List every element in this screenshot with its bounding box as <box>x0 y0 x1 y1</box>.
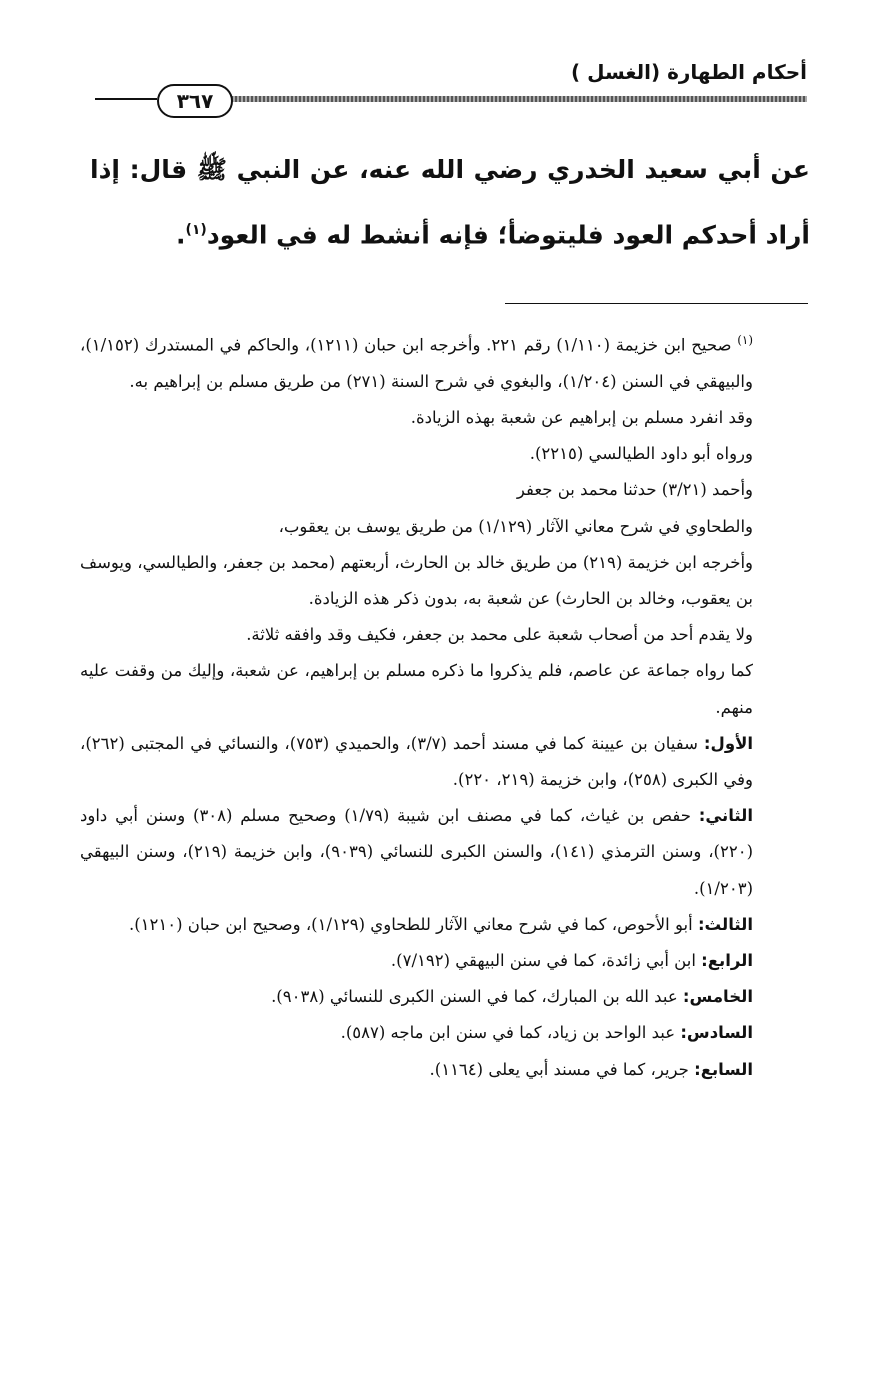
list-item-lead: السابع: <box>694 1059 753 1079</box>
hadith-text <box>90 140 810 265</box>
list-item-text: جرير، كما في مسند أبي يعلى (١١٦٤). <box>429 1059 695 1079</box>
list-item-text: حفص بن غياث، كما في مصنف ابن شيبة (١/٧٩) وصحيح مسلم (٣٠٨) وسنن أبي داود (٢٢٠)، وسنن الترمذي (١٤١)، والسنن الكبرى للنسائي (٩٠٣٩)، وابن خزيمة (٢١٩)، وسنن البيهقي (١/٢٠٣). <box>80 806 753 898</box>
footnotes <box>80 322 808 1088</box>
page-number: ٣٦٧ <box>157 84 233 118</box>
header-rule-left <box>95 98 157 100</box>
hadith-end-punct: . <box>175 220 186 250</box>
footnote-marker: (١) <box>737 333 754 347</box>
footnote-paragraph: كما رواه جماعة عن عاصم، فلم يذكروا ما ذكره مسلم بن إبراهيم، عن شعبة، وإليك من وقفت عليه منهم. <box>80 661 753 717</box>
header-rule-band <box>231 96 807 102</box>
footnote-reference: (١) <box>185 222 207 238</box>
running-title: أحكام الطهارة (الغسل ) <box>571 60 807 84</box>
footnote-paragraph: وأخرجه ابن خزيمة (٢١٩) من طريق خالد بن الحارث، أربعتهم (محمد بن جعفر، والطيالسي، ويوسف بن يعقوب، وخالد بن الحارث) عن شعبة به، بدون ذكر هذه الزيادة. <box>80 552 754 608</box>
footnote-paragraph: ولا يقدم أحد من أصحاب شعبة على محمد بن جعفر، فكيف وقد وافقه ثلاثة. <box>246 625 753 645</box>
list-item-lead: السادس: <box>680 1023 753 1043</box>
narrator-list-item <box>80 907 808 943</box>
list-item-lead: الثالث: <box>697 914 753 934</box>
footnote-paragraph: ورواه أبو داود الطيالسي (٢٢١٥). <box>529 444 753 464</box>
narrator-list-item <box>80 979 808 1015</box>
list-item-lead: الأول: <box>703 733 754 753</box>
footnote-paragraph: وأحمد (٣/٢١) حدثنا محمد بن جعفر <box>516 480 753 500</box>
narrator-list-item <box>80 726 808 798</box>
narrator-list-item <box>80 1015 808 1051</box>
list-item-lead: الثاني: <box>698 806 754 826</box>
footnote-paragraph: والطحاوي في شرح معاني الآثار (١/١٢٩) من طريق يوسف بن يعقوب، <box>278 516 753 536</box>
footnote-separator <box>505 303 808 304</box>
footnote-paragraph: وقد انفرد مسلم بن إبراهيم عن شعبة بهذه الزيادة. <box>410 407 753 427</box>
hadith-body: عن أبي سعيد الخدري رضي الله عنه، عن النبي ﷺ قال: إذا أراد أحدكم العود فليتوضأ؛ فإنه أنشط له في العود <box>90 155 810 250</box>
list-item-text: أبو الأحوص، كما في شرح معاني الآثار للطحاوي (١/١٢٩)، وصحيح ابن حبان (١٢١٠). <box>128 914 698 934</box>
footnote-paragraph: $^{(١)}$ صحيح ابن خزيمة (١/١١٠) رقم ٢٢١. وأخرجه ابن حبان (١٢١١)، والحاكم في المستدرك (١/١٥٢)، والبيهقي في السنن (١/٢٠٤)، والبغوي في شرح السنة (٢٧١) من طريق مسلم بن إبراهيم به. <box>80 333 754 391</box>
list-item-text: عبد الله بن المبارك، كما في السنن الكبرى للنسائي (٩٠٣٨). <box>271 987 683 1007</box>
list-item-lead: الخامس: <box>682 987 753 1007</box>
list-item-text: ابن أبي زائدة، كما في سنن البيهقي (٧/١٩٢). <box>390 950 702 970</box>
page-header <box>95 54 807 112</box>
narrator-list-item <box>80 798 808 907</box>
list-item-text: سفيان بن عيينة كما في مسند أحمد (٣/٧)، والحميدي (٧٥٣)، والنسائي في المجتبى (٢٦٢)، وفي الكبرى (٢٥٨)، وابن خزيمة (٢١٩، ٢٢٠). <box>80 733 753 789</box>
list-item-lead: الرابع: <box>701 950 753 970</box>
narrator-list-item <box>80 1052 808 1088</box>
narrator-list-item <box>80 943 808 979</box>
list-item-text: عبد الواحد بن زياد، كما في سنن ابن ماجه (٥٨٧). <box>340 1023 681 1043</box>
